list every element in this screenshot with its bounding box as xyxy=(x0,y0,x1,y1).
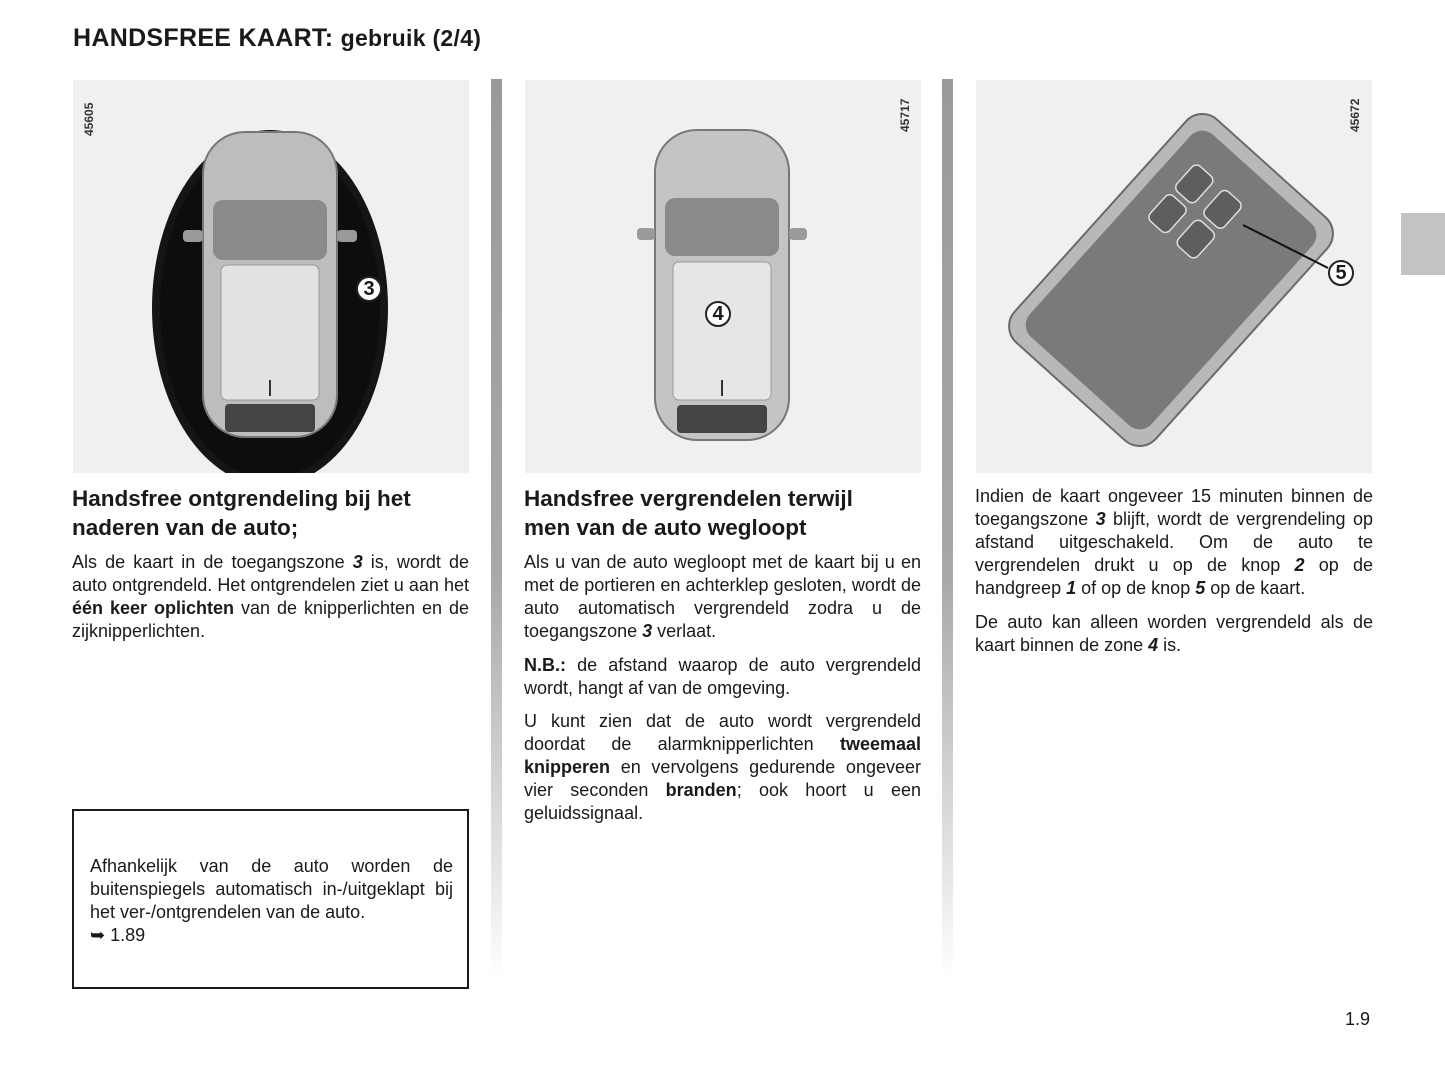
callout-5: 5 xyxy=(1328,260,1354,286)
section-heading-unlock xyxy=(72,484,472,542)
figure-id-label: 45605 xyxy=(82,102,96,136)
paragraph-note: N.B.: de afstand waarop de auto vergrendeld wordt, hangt af van de omgeving. xyxy=(524,655,921,698)
heading-line-2: naderen van de auto; xyxy=(72,515,299,540)
page-number: 1.9 xyxy=(1345,1009,1371,1029)
heading-line-1: Handsfree ontgrendeling bij het xyxy=(72,486,411,511)
figure-car-zone-4 xyxy=(525,80,921,473)
paragraph-timeout: Indien de kaart ongeveer 15 minuten binnen de toegangszone 3 blijft, wordt de vergrendeling op afstand uitgeschakeld. Om de auto te vergrendelen drukt u op de knop 2 op de handgreep 1 of op de knop 5 op de kaart. xyxy=(975,486,1373,598)
paragraph-zone-4: De auto kan alleen worden vergrendeld als de kaart binnen de zone 4 is. xyxy=(975,612,1373,655)
heading-line-2: men van de auto wegloopt xyxy=(524,515,807,540)
page-title-sub: gebruik (2/4) xyxy=(340,25,482,51)
car-zone-illustration xyxy=(73,80,469,473)
paragraph-lock-signal: U kunt zien dat de auto wordt vergrendeld doordat de alarmknipperlichten tweemaal knipperen en vervolgens gedurende ongeveer vier seconden branden; ook hoort u een geluidssignaal. xyxy=(524,711,921,823)
paragraph-unlock: Als de kaart in de toegangszone 3 is, wordt de auto ontgrendeld. Het ontgrendelen ziet u aan het één keer oplichten van de knipperlichten en de zijknipperlichten. xyxy=(72,552,469,641)
paragraph-lock: Als u van de auto wegloopt met de kaart bij u en met de portieren en achterklep gesloten, wordt de auto automatisch vergrendeld zodra u de toegangszone 3 verlaat. xyxy=(524,552,921,641)
figure-car-zone-3 xyxy=(73,80,469,473)
column-divider-2 xyxy=(942,79,953,979)
chapter-tab xyxy=(1401,213,1445,275)
figure-id-label: 45717 xyxy=(898,98,912,132)
figure-id-label: 45672 xyxy=(1348,98,1362,132)
callout-3: 3 xyxy=(356,276,382,302)
car-illustration xyxy=(525,80,921,473)
section-heading-lock xyxy=(524,484,924,542)
page-title xyxy=(73,24,481,53)
column-divider-1 xyxy=(491,79,502,979)
arrow-ref-icon: ➥ xyxy=(90,925,106,945)
figure-key-card xyxy=(976,80,1372,473)
heading-line-1: Handsfree vergrendelen terwijl xyxy=(524,486,853,511)
page-title-main: HANDSFREE KAART: xyxy=(73,24,334,52)
page-reference: 1.89 xyxy=(110,925,146,945)
note-text: Afhankelijk van de auto worden de buitenspiegels automatisch in-/uitgeklapt bij het ver-/ontgrendelen van de auto. ➥ 1.89 xyxy=(90,856,453,945)
note-box xyxy=(72,809,469,989)
key-card-illustration xyxy=(976,80,1372,473)
callout-4: 4 xyxy=(705,301,731,327)
